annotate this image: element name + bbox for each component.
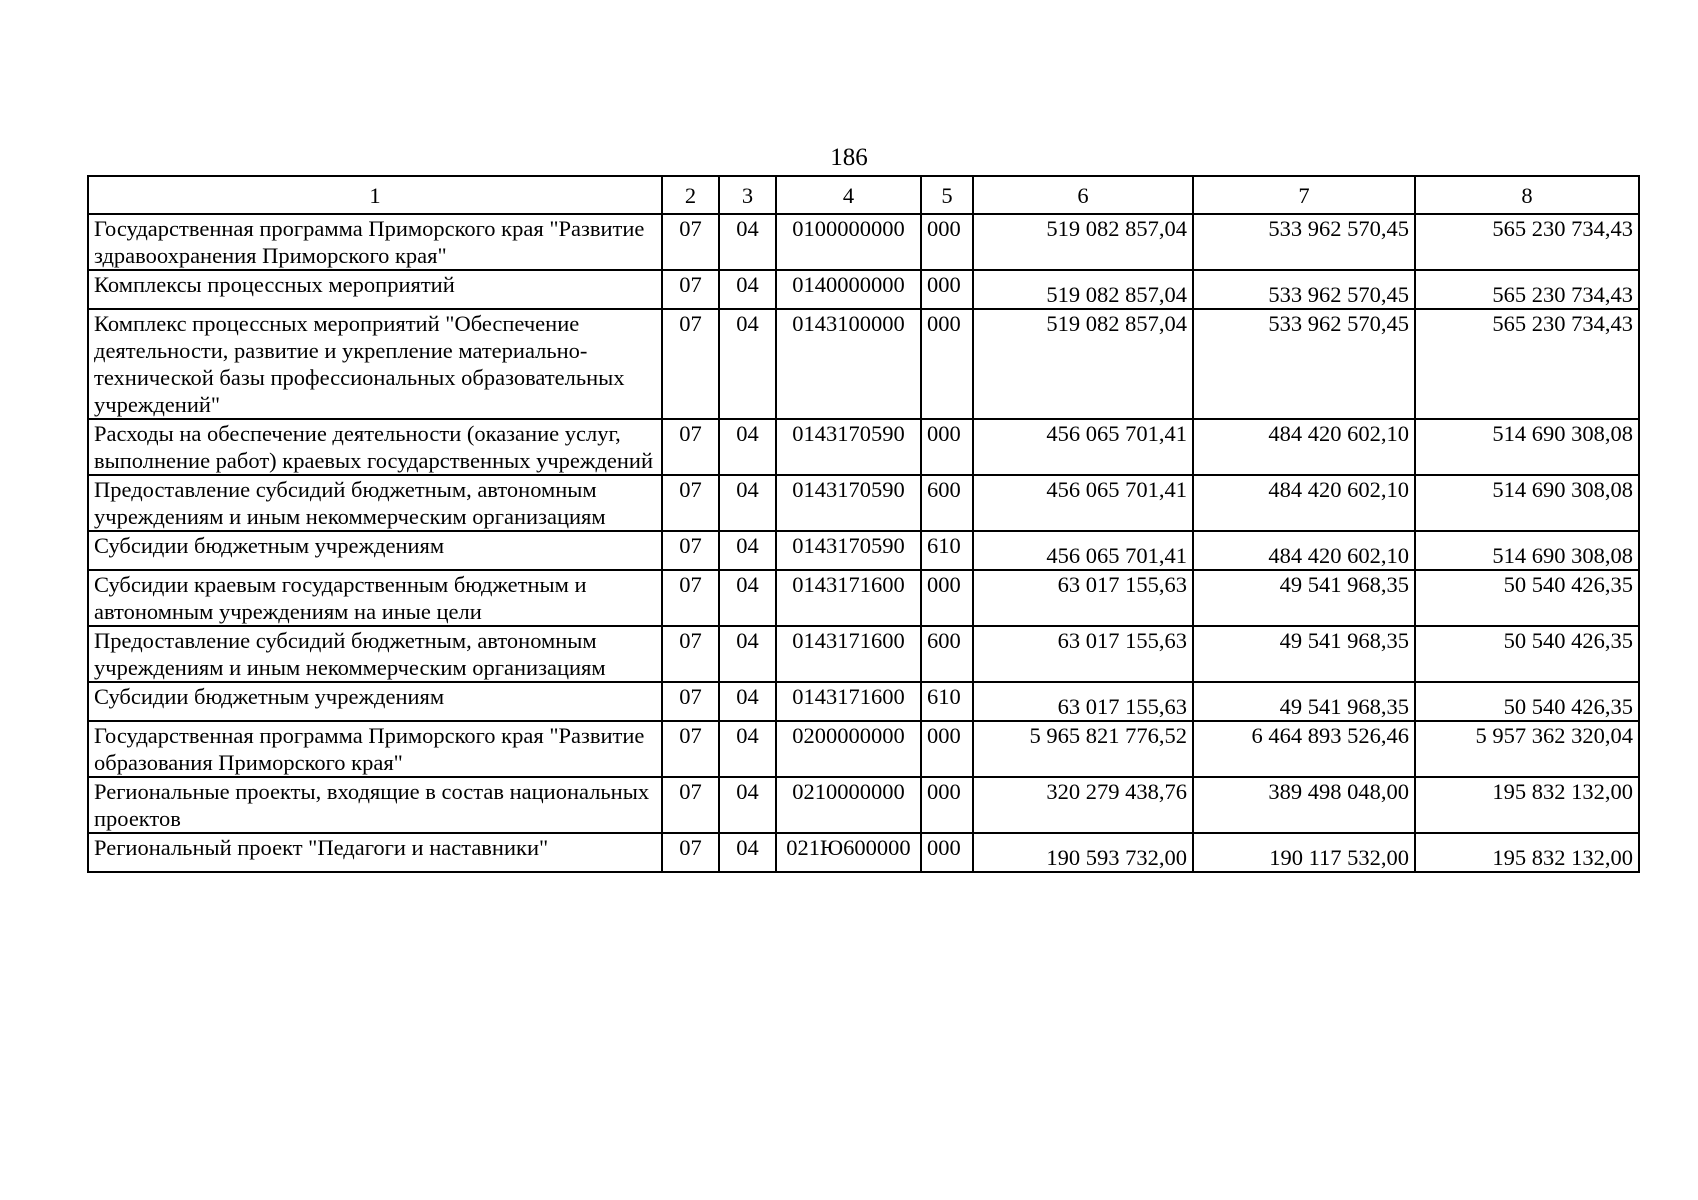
amount-col-7: 6 464 893 526,46 bbox=[1193, 721, 1415, 777]
amount-col-8: 565 230 734,43 bbox=[1415, 214, 1639, 270]
header-cell: 6 bbox=[973, 176, 1193, 214]
subsection-code: 04 bbox=[719, 214, 776, 270]
table-row bbox=[88, 777, 1639, 833]
table-row bbox=[88, 475, 1639, 531]
table-row bbox=[88, 309, 1639, 419]
table-row bbox=[88, 270, 1639, 309]
expense-type-code: 000 bbox=[921, 721, 973, 777]
amount-col-7: 49 541 968,35 bbox=[1193, 570, 1415, 626]
row-name: Предоставление субсидий бюджетным, автономным учреждениям и иным некоммерческим организациям bbox=[88, 626, 662, 682]
section-code: 07 bbox=[662, 833, 719, 872]
target-article-code: 0210000000 bbox=[776, 777, 921, 833]
amount-col-7: 49 541 968,35 bbox=[1193, 682, 1415, 721]
subsection-code: 04 bbox=[719, 475, 776, 531]
row-name: Региональный проект "Педагоги и наставники" bbox=[88, 833, 662, 872]
expense-type-code: 000 bbox=[921, 270, 973, 309]
row-name: Государственная программа Приморского края "Развитие образования Приморского края" bbox=[88, 721, 662, 777]
row-name: Субсидии бюджетным учреждениям bbox=[88, 531, 662, 570]
subsection-code: 04 bbox=[719, 419, 776, 475]
table-row bbox=[88, 214, 1639, 270]
table-row bbox=[88, 531, 1639, 570]
amount-col-8: 565 230 734,43 bbox=[1415, 309, 1639, 419]
header-cell: 2 bbox=[662, 176, 719, 214]
amount-col-6: 63 017 155,63 bbox=[973, 682, 1193, 721]
section-code: 07 bbox=[662, 475, 719, 531]
target-article-code: 0143170590 bbox=[776, 531, 921, 570]
header-cell: 8 bbox=[1415, 176, 1639, 214]
header-cell: 1 bbox=[88, 176, 662, 214]
amount-col-7: 49 541 968,35 bbox=[1193, 626, 1415, 682]
amount-col-8: 195 832 132,00 bbox=[1415, 777, 1639, 833]
amount-col-8: 50 540 426,35 bbox=[1415, 682, 1639, 721]
amount-col-6: 456 065 701,41 bbox=[973, 531, 1193, 570]
row-name: Субсидии бюджетным учреждениям bbox=[88, 682, 662, 721]
amount-col-8: 514 690 308,08 bbox=[1415, 475, 1639, 531]
amount-col-8: 565 230 734,43 bbox=[1415, 270, 1639, 309]
amount-col-6: 456 065 701,41 bbox=[973, 475, 1193, 531]
section-code: 07 bbox=[662, 214, 719, 270]
row-name: Государственная программа Приморского края "Развитие здравоохранения Приморского края" bbox=[88, 214, 662, 270]
budget-table bbox=[87, 175, 1640, 873]
row-name: Предоставление субсидий бюджетным, автономным учреждениям и иным некоммерческим организациям bbox=[88, 475, 662, 531]
target-article-code: 0143171600 bbox=[776, 682, 921, 721]
table-row bbox=[88, 682, 1639, 721]
amount-col-7: 533 962 570,45 bbox=[1193, 270, 1415, 309]
amount-col-6: 456 065 701,41 bbox=[973, 419, 1193, 475]
row-name: Расходы на обеспечение деятельности (оказание услуг, выполнение работ) краевых государственных учреждений bbox=[88, 419, 662, 475]
amount-col-7: 190 117 532,00 bbox=[1193, 833, 1415, 872]
target-article-code: 0143170590 bbox=[776, 419, 921, 475]
target-article-code: 0143170590 bbox=[776, 475, 921, 531]
table-row bbox=[88, 721, 1639, 777]
section-code: 07 bbox=[662, 682, 719, 721]
expense-type-code: 600 bbox=[921, 475, 973, 531]
row-name: Региональные проекты, входящие в состав национальных проектов bbox=[88, 777, 662, 833]
amount-col-6: 63 017 155,63 bbox=[973, 570, 1193, 626]
header-cell: 3 bbox=[719, 176, 776, 214]
subsection-code: 04 bbox=[719, 570, 776, 626]
amount-col-7: 484 420 602,10 bbox=[1193, 531, 1415, 570]
expense-type-code: 610 bbox=[921, 682, 973, 721]
amount-col-6: 5 965 821 776,52 bbox=[973, 721, 1193, 777]
subsection-code: 04 bbox=[719, 833, 776, 872]
table-row bbox=[88, 626, 1639, 682]
amount-col-6: 190 593 732,00 bbox=[973, 833, 1193, 872]
section-code: 07 bbox=[662, 531, 719, 570]
expense-type-code: 000 bbox=[921, 833, 973, 872]
section-code: 07 bbox=[662, 626, 719, 682]
row-name: Субсидии краевым государственным бюджетным и автономным учреждениям на иные цели bbox=[88, 570, 662, 626]
section-code: 07 bbox=[662, 721, 719, 777]
header-cell: 7 bbox=[1193, 176, 1415, 214]
expense-type-code: 000 bbox=[921, 309, 973, 419]
target-article-code: 0143100000 bbox=[776, 309, 921, 419]
amount-col-6: 63 017 155,63 bbox=[973, 626, 1193, 682]
table-row bbox=[88, 833, 1639, 872]
amount-col-6: 519 082 857,04 bbox=[973, 214, 1193, 270]
target-article-code: 021Ю600000 bbox=[776, 833, 921, 872]
subsection-code: 04 bbox=[719, 721, 776, 777]
amount-col-7: 533 962 570,45 bbox=[1193, 214, 1415, 270]
section-code: 07 bbox=[662, 570, 719, 626]
section-code: 07 bbox=[662, 309, 719, 419]
section-code: 07 bbox=[662, 419, 719, 475]
amount-col-7: 484 420 602,10 bbox=[1193, 475, 1415, 531]
target-article-code: 0140000000 bbox=[776, 270, 921, 309]
target-article-code: 0143171600 bbox=[776, 570, 921, 626]
amount-col-6: 320 279 438,76 bbox=[973, 777, 1193, 833]
expense-type-code: 000 bbox=[921, 570, 973, 626]
amount-col-8: 5 957 362 320,04 bbox=[1415, 721, 1639, 777]
amount-col-7: 389 498 048,00 bbox=[1193, 777, 1415, 833]
amount-col-8: 514 690 308,08 bbox=[1415, 419, 1639, 475]
table-row bbox=[88, 419, 1639, 475]
row-name: Комплекс процессных мероприятий "Обеспечение деятельности, развитие и укрепление материально-технической базы профессиональных образовательных учреждений" bbox=[88, 309, 662, 419]
header-row bbox=[88, 176, 1639, 214]
section-code: 07 bbox=[662, 777, 719, 833]
expense-type-code: 610 bbox=[921, 531, 973, 570]
expense-type-code: 000 bbox=[921, 419, 973, 475]
expense-type-code: 000 bbox=[921, 777, 973, 833]
header-cell: 4 bbox=[776, 176, 921, 214]
expense-type-code: 000 bbox=[921, 214, 973, 270]
amount-col-7: 533 962 570,45 bbox=[1193, 309, 1415, 419]
subsection-code: 04 bbox=[719, 626, 776, 682]
target-article-code: 0200000000 bbox=[776, 721, 921, 777]
expense-type-code: 600 bbox=[921, 626, 973, 682]
header-cell: 5 bbox=[921, 176, 973, 214]
subsection-code: 04 bbox=[719, 309, 776, 419]
subsection-code: 04 bbox=[719, 270, 776, 309]
subsection-code: 04 bbox=[719, 682, 776, 721]
amount-col-8: 50 540 426,35 bbox=[1415, 626, 1639, 682]
target-article-code: 0143171600 bbox=[776, 626, 921, 682]
table-row bbox=[88, 570, 1639, 626]
amount-col-7: 484 420 602,10 bbox=[1193, 419, 1415, 475]
amount-col-6: 519 082 857,04 bbox=[973, 270, 1193, 309]
amount-col-8: 50 540 426,35 bbox=[1415, 570, 1639, 626]
page-number: 186 bbox=[830, 144, 868, 171]
target-article-code: 0100000000 bbox=[776, 214, 921, 270]
amount-col-6: 519 082 857,04 bbox=[973, 309, 1193, 419]
subsection-code: 04 bbox=[719, 531, 776, 570]
section-code: 07 bbox=[662, 270, 719, 309]
row-name: Комплексы процессных мероприятий bbox=[88, 270, 662, 309]
subsection-code: 04 bbox=[719, 777, 776, 833]
amount-col-8: 195 832 132,00 bbox=[1415, 833, 1639, 872]
amount-col-8: 514 690 308,08 bbox=[1415, 531, 1639, 570]
